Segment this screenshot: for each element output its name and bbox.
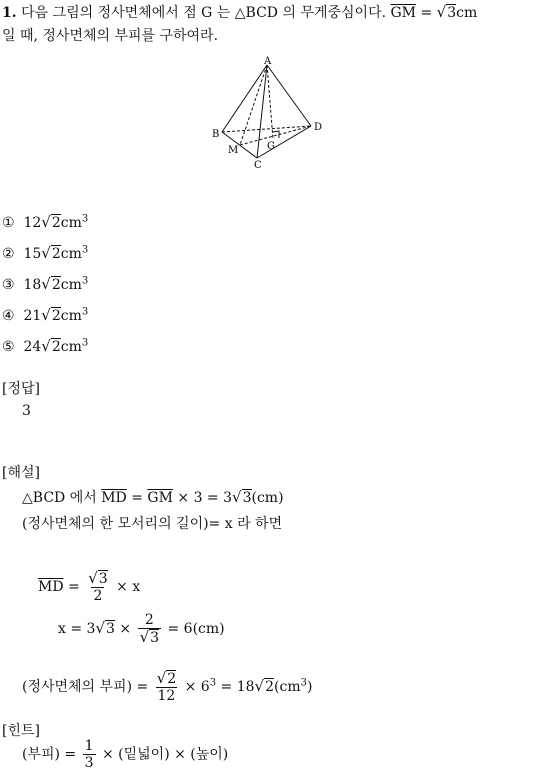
segment-gm: $\overline{GM}$ (147, 490, 173, 506)
label-c: C (254, 160, 262, 170)
edge-ad (267, 65, 311, 126)
edge-ac (257, 65, 267, 158)
choice-coef: 15 (23, 246, 42, 262)
choice-mark: ① (2, 215, 15, 231)
problem-number: 1. (2, 5, 17, 21)
fraction: $\frac{1}{3}$ (84, 738, 94, 771)
right-angle-mark (273, 131, 279, 138)
choice-coef: 12 (23, 215, 42, 231)
solution-line-1: △BCD 에서 $\overline{MD} = \overline{GM} \times 3 = 3√3(cm)$ (22, 488, 284, 506)
label-d: D (314, 122, 323, 133)
fraction: $\frac{2}{√3}$ (139, 612, 160, 646)
median-md (240, 126, 311, 145)
tetrahedron-figure (205, 55, 335, 170)
choice-sqrt: √2 (41, 213, 61, 231)
equation-volume: (정사면체의 부피) = $\frac{√2}{12}$ × $6^3 = 18√2(cm^3)$ (22, 669, 313, 704)
problem-text: 다음 그림의 정사면체에서 점 G 는 △BCD 의 무게중심이다. (21, 5, 387, 21)
given-equals: = (416, 5, 437, 21)
equation-x: x = 3√3 × $\frac{2}{√3}$ = 6(cm) (58, 612, 225, 646)
hint-heading: [힌트] (2, 723, 40, 739)
choice-mark: ④ (2, 308, 15, 324)
segment-md: $\overline{MD}$ (101, 490, 127, 506)
problem-line-2: 일 때, 정사면체의 부피를 구하여라. (2, 28, 219, 44)
label-b: B (212, 129, 220, 140)
choice-2[interactable]: ② $15√2cm^3$ (2, 244, 89, 262)
choice-5[interactable]: ⑤ $24√2cm^3$ (2, 337, 89, 355)
hint-formula: (부피) = $\frac{1}{3}$ × (밑넓이) × (높이) (22, 738, 229, 771)
choice-1[interactable]: ① $12√2cm^3$ (2, 213, 89, 231)
edge-bd (222, 126, 311, 132)
edge-ab (222, 65, 267, 132)
answer-value: 3 (22, 403, 31, 419)
solution-line-2: (정사면체의 한 모서리의 길이)= x 라 하면 (22, 516, 283, 532)
solution-heading: [해설] (2, 465, 40, 481)
choice-sqrt: √2 (41, 244, 61, 262)
answer-heading: [정답] (2, 381, 40, 397)
line-ag (267, 65, 273, 139)
choice-4[interactable]: ④ $21√2cm^3$ (2, 306, 89, 324)
choice-mark: ② (2, 246, 15, 262)
choice-mark: ③ (2, 277, 15, 293)
choice-sqrt: √2 (41, 306, 61, 324)
choice-mark: ⑤ (2, 339, 15, 355)
choice-coef: 24 (23, 339, 42, 355)
problem-line-1 (2, 2, 477, 22)
label-m: M (228, 145, 239, 156)
label-a: A (264, 56, 272, 67)
given-segment: $\overline{GM}$ (390, 5, 417, 21)
choice-coef: 18 (23, 277, 42, 293)
choice-sqrt: √2 (41, 275, 61, 293)
choice-3[interactable]: ③ $18√2cm^3$ (2, 275, 89, 293)
given-sqrt-arg: 3 (447, 5, 457, 21)
choice-sqrt: √2 (41, 337, 61, 355)
label-g: G (267, 141, 275, 152)
given-sqrt: √3 (436, 3, 457, 21)
given-unit: cm (456, 5, 478, 21)
equation-md: $\overline{MD}$ = $\frac{√3}{2}$ × x (38, 569, 141, 604)
fraction: $\frac{√3}{2}$ (88, 569, 108, 604)
edge-cd (257, 126, 311, 158)
choice-coef: 21 (23, 308, 42, 324)
fraction: $\frac{√2}{12}$ (156, 669, 177, 704)
